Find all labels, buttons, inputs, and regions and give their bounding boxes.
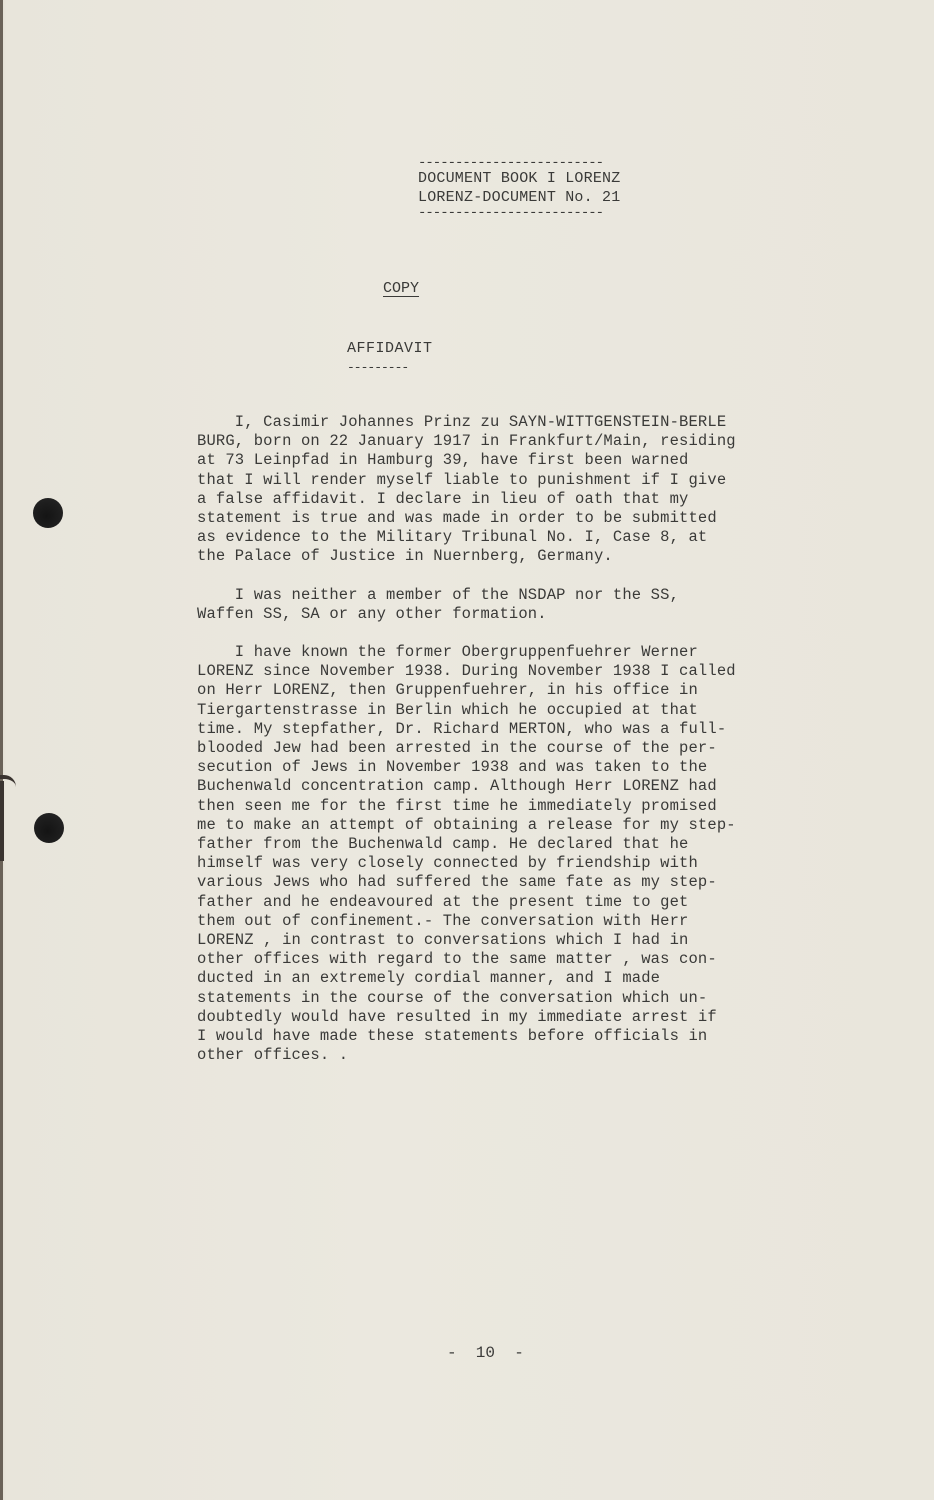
header-rule-top: ------------------------- [418, 157, 604, 169]
document-book-label: DOCUMENT BOOK I LORENZ [418, 170, 621, 187]
text-line: father from the Buchenwald camp. He declared that he [197, 835, 689, 854]
text-line: father and he endeavoured at the present time to get [197, 892, 689, 911]
page-left-edge [0, 0, 3, 1500]
text-line: at 73 Leinpfad in Hamburg 39, have first been warned [197, 451, 689, 470]
text-line: blooded Jew had been arrested in the course of the per- [197, 739, 717, 758]
paragraph-declaration [197, 413, 887, 567]
text-line: Tiergartenstrasse in Berlin which he occupied at that [197, 700, 698, 719]
title-rule: --------- [347, 360, 409, 375]
text-line: that I will render myself liable to punishment if I give [197, 470, 727, 489]
text-line: I was neither a member of the NSDAP nor the SS, [197, 585, 680, 604]
text-line: other offices with regard to the same matter , was con- [197, 950, 717, 969]
text-line: ducted in an extremely cordial manner, and I made [197, 969, 661, 988]
text-line: LORENZ , in contrast to conversations which I had in [197, 931, 689, 950]
punch-hole-bottom [34, 813, 64, 843]
text-line: I would have made these statements before officials in [197, 1027, 708, 1046]
document-header [418, 157, 688, 219]
header-rule-bottom: ------------------------- [418, 207, 604, 219]
text-line: various Jews who had suffered the same fate as my step- [197, 873, 717, 892]
text-line: Buchenwald concentration camp. Although Herr LORENZ had [197, 777, 717, 796]
text-line: other offices. . [197, 1046, 349, 1065]
text-line: the Palace of Justice in Nuernberg, Germany. [197, 547, 613, 566]
paragraph-testimony [197, 643, 887, 1065]
binder-clip-mark [0, 775, 16, 865]
text-line: statements in the course of the conversation which un- [197, 988, 708, 1007]
text-line: me to make an attempt of obtaining a release for my step- [197, 815, 736, 834]
text-line: I have known the former Obergruppenfuehrer Werner [197, 643, 698, 662]
paragraph-membership [197, 586, 887, 624]
text-line: a false affidavit. I declare in lieu of oath that my [197, 489, 689, 508]
text-line: time. My stepfather, Dr. Richard MERTON, who was a full- [197, 719, 727, 738]
text-line: I, Casimir Johannes Prinz zu SAYN-WITTGENSTEIN-BERLE [197, 413, 727, 431]
page-number: - 10 - [447, 1344, 524, 1362]
text-line: BURG, born on 22 January 1917 in Frankfurt/Main, residing [197, 432, 736, 451]
text-line: LORENZ since November 1938. During November 1938 I called [197, 662, 736, 681]
text-line: as evidence to the Military Tribunal No. I, Case 8, at [197, 528, 708, 547]
clip-bar [0, 781, 4, 861]
text-line: on Herr LORENZ, then Gruppenfuehrer, in his office in [197, 681, 698, 700]
punch-hole-top [33, 498, 63, 528]
copy-label: COPY [383, 280, 420, 297]
document-title: AFFIDAVIT [347, 340, 433, 357]
text-line: doubtedly would have resulted in my immediate arrest if [197, 1007, 717, 1026]
text-line: secution of Jews in November 1938 and was taken to the [197, 758, 708, 777]
text-line: statement is true and was made in order to be submitted [197, 509, 717, 528]
text-line: then seen me for the first time he immediately promised [197, 796, 717, 815]
text-line: Waffen SS, SA or any other formation. [197, 604, 547, 623]
affidavit-body [197, 413, 887, 1085]
document-number-label: LORENZ-DOCUMENT No. 21 [418, 189, 621, 206]
text-line: them out of confinement.- The conversation with Herr [197, 911, 689, 930]
text-line: himself was very closely connected by friendship with [197, 854, 698, 873]
